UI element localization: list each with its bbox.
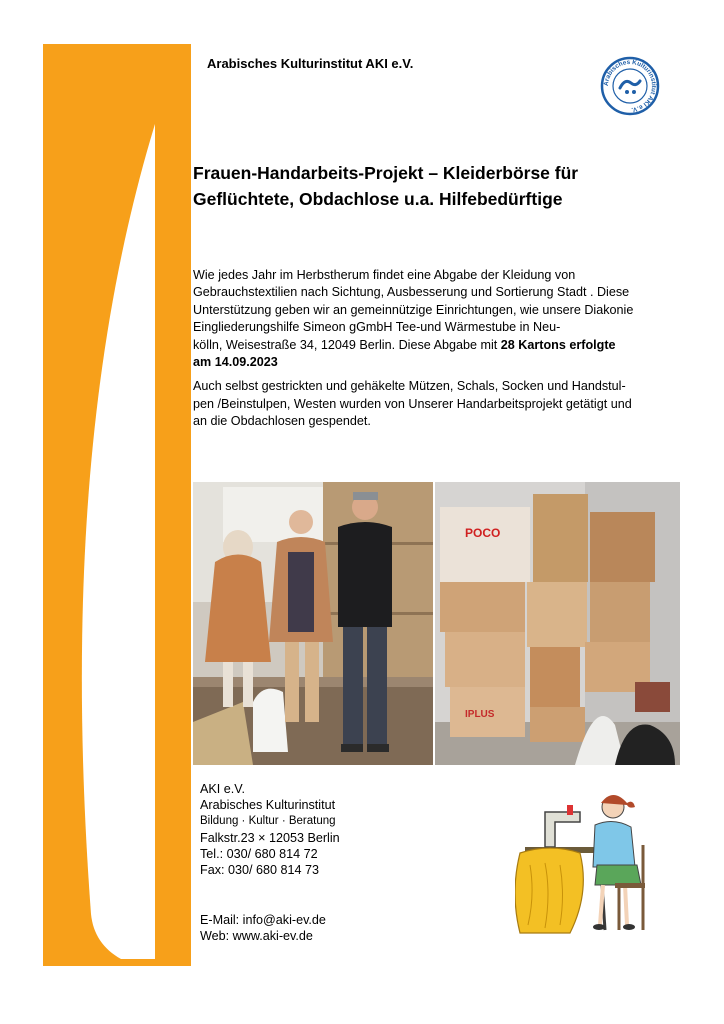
footer-web[interactable]: Web: www.aki-ev.de [200, 929, 313, 944]
white-swoosh-shape [43, 44, 191, 966]
svg-text:Arabisches Kulturinstitut AKI: Arabisches Kulturinstitut AKI e.V. [602, 58, 658, 113]
paragraph-1 [193, 267, 693, 371]
title-line-2: Geflüchtete, Obdachlose u.a. Hilfebedürftige [193, 189, 563, 209]
orange-side-bar [43, 44, 191, 966]
footer-fax: Fax: 030/ 680 814 73 [200, 863, 320, 878]
para2-line-1: Auch selbst gestrickten und gehäkelte Mützen, Schals, Socken und Handstul- [193, 379, 626, 394]
footer-org-short: AKI e.V. [200, 782, 246, 796]
photo-team [193, 482, 433, 765]
donation-date: am 14.09.2023 [193, 355, 278, 370]
para1-line-2: Gebrauchstextilien nach Sichtung, Ausbesserung und Sortierung Stadt . Diese [193, 285, 630, 300]
sewing-woman-clipart [515, 785, 650, 935]
footer-tagline: Bildung · Kultur · Beratung [200, 815, 336, 828]
aki-logo [600, 56, 660, 116]
contact-footer [200, 781, 340, 945]
para1-line-4: Eingliederungshilfe Simeon gGmbH Tee-und Wärmestube in Neu- [193, 320, 561, 335]
para2-line-3: an die Obdachlosen gespendet. [193, 414, 371, 429]
kartons-count: 28 Kartons erfolgte [500, 337, 616, 352]
footer-phone: Tel.: 030/ 680 814 72 [200, 846, 318, 861]
footer-org-name: Arabisches Kulturinstitut [200, 798, 336, 813]
para1-line-3: Unterstützung geben wir an gemeinnützige Einrichtungen, wie unsere Diakonie [193, 302, 634, 317]
svg-text:IPLUS: IPLUS [465, 709, 495, 720]
photo-boxes [435, 482, 680, 765]
title-line-1: Frauen-Handarbeits-Projekt – Kleiderbörse für [193, 163, 579, 183]
footer-address: Falkstr.23 × 12053 Berlin [200, 830, 340, 845]
footer-email[interactable]: E-Mail: info@aki-ev.de [200, 913, 326, 928]
org-header: Arabisches Kulturinstitut AKI e.V. [207, 56, 414, 71]
para1-line-5: kölln, Weisestraße 34, 12049 Berlin. Diese Abgabe mit [193, 337, 501, 352]
para2-line-2: pen /Beinstulpen, Westen wurden von Unserer Handarbeitsprojekt getätigt und [193, 396, 632, 411]
para1-line-1: Wie jedes Jahr im Herbstherum findet eine Abgabe der Kleidung von [193, 268, 576, 282]
page-title [193, 160, 673, 212]
body-text [193, 267, 693, 438]
footer-spacer [200, 878, 340, 912]
svg-text:POCO: POCO [465, 526, 501, 540]
paragraph-2 [193, 378, 693, 430]
